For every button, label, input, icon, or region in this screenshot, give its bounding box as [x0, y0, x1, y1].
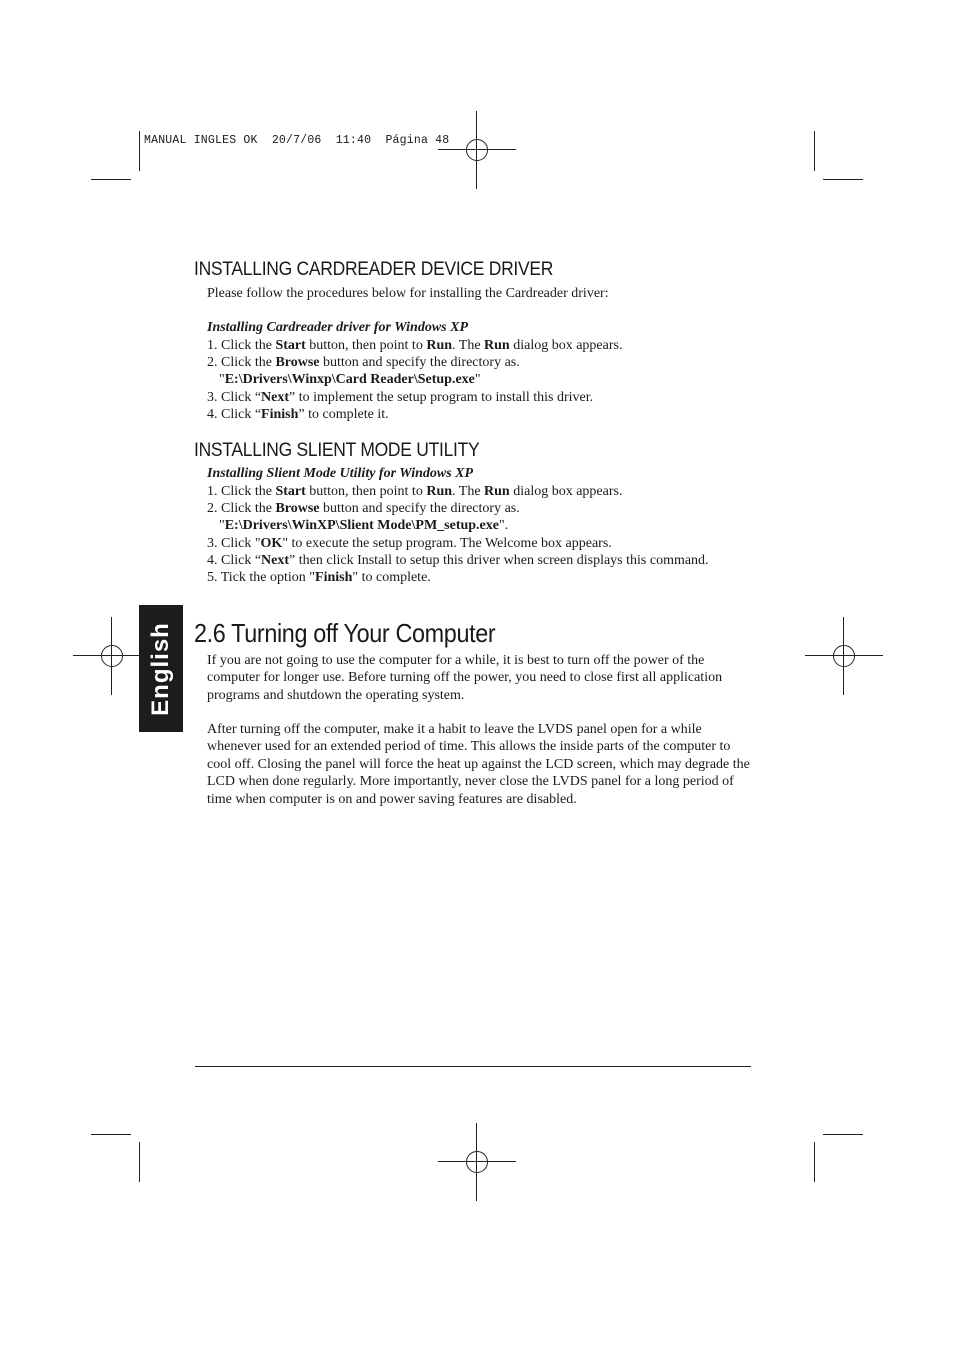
section-intro: Please follow the procedures below for installing the Cardreader driver: — [207, 286, 609, 301]
step-5: 5. Tick the option "Finish" to complete. — [207, 570, 431, 585]
registration-mark-bottom — [438, 1123, 516, 1201]
step-2-path: "E:\Drivers\Winxp\Card Reader\Setup.exe" — [219, 372, 481, 387]
crop-mark — [823, 1134, 863, 1135]
registration-mark-right — [805, 617, 883, 695]
section-subtitle: Installing Cardreader driver for Windows XP — [207, 320, 468, 335]
step-2: 2. Click the Browse button and specify the directory as. — [207, 355, 520, 370]
chapter-title: 2.6 Turning off Your Computer — [194, 618, 496, 648]
crop-mark — [139, 131, 140, 171]
section-heading-cardreader: INSTALLING CARDREADER DEVICE DRIVER — [194, 259, 554, 280]
section-subtitle: Installing Slient Mode Utility for Windows XP — [207, 466, 474, 481]
crop-mark — [91, 1134, 131, 1135]
step-1: 1. Click the Start button, then point to Run. The Run dialog box appears. — [207, 338, 623, 353]
step-4: 4. Click “Next” then click Install to setup this driver when screen displays this command. — [207, 553, 709, 568]
step-2-path: "E:\Drivers\WinXP\Slient Mode\PM_setup.exe". — [219, 518, 509, 533]
print-slug: MANUAL INGLES OK 20/7/06 11:40 Página 48 — [144, 134, 450, 147]
crop-mark — [814, 1142, 815, 1182]
language-tab — [139, 605, 183, 732]
step-4: 4. Click “Finish” to complete it. — [207, 407, 389, 422]
step-2: 2. Click the Browse button and specify the directory as. — [207, 501, 520, 516]
registration-mark-top — [438, 111, 516, 189]
section-heading-slient-mode: INSTALLING SLIENT MODE UTILITY — [194, 440, 480, 461]
chapter-paragraph-2: After turning off the computer, make it a habit to leave the LVDS panel open for a while whenever used for an extended period of time. This allows the inside parts of the computer to cool off. Closing the panel will force the heat up against the LCD screen, which may degrade the LCD when done regularly. More importantly, never close the LVDS panel for a long period of time when computer is on and power saving features are disabled. — [207, 722, 750, 807]
step-3: 3. Click “Next” to implement the setup program to install this driver. — [207, 390, 594, 405]
step-3: 3. Click "OK" to execute the setup program. The Welcome box appears. — [207, 536, 612, 551]
step-1: 1. Click the Start button, then point to Run. The Run dialog box appears. — [207, 484, 623, 499]
crop-mark — [139, 1142, 140, 1182]
chapter-paragraph-1: If you are not going to use the computer for a while, it is best to turn off the power of the computer for longer use. Before turning off the power, you need to close first all application programs and shutdown the operating system. — [207, 653, 723, 703]
footer-rule — [195, 1066, 751, 1067]
crop-mark — [91, 179, 131, 180]
language-tab-label: English — [147, 621, 174, 716]
crop-mark — [823, 179, 863, 180]
crop-mark — [814, 131, 815, 171]
